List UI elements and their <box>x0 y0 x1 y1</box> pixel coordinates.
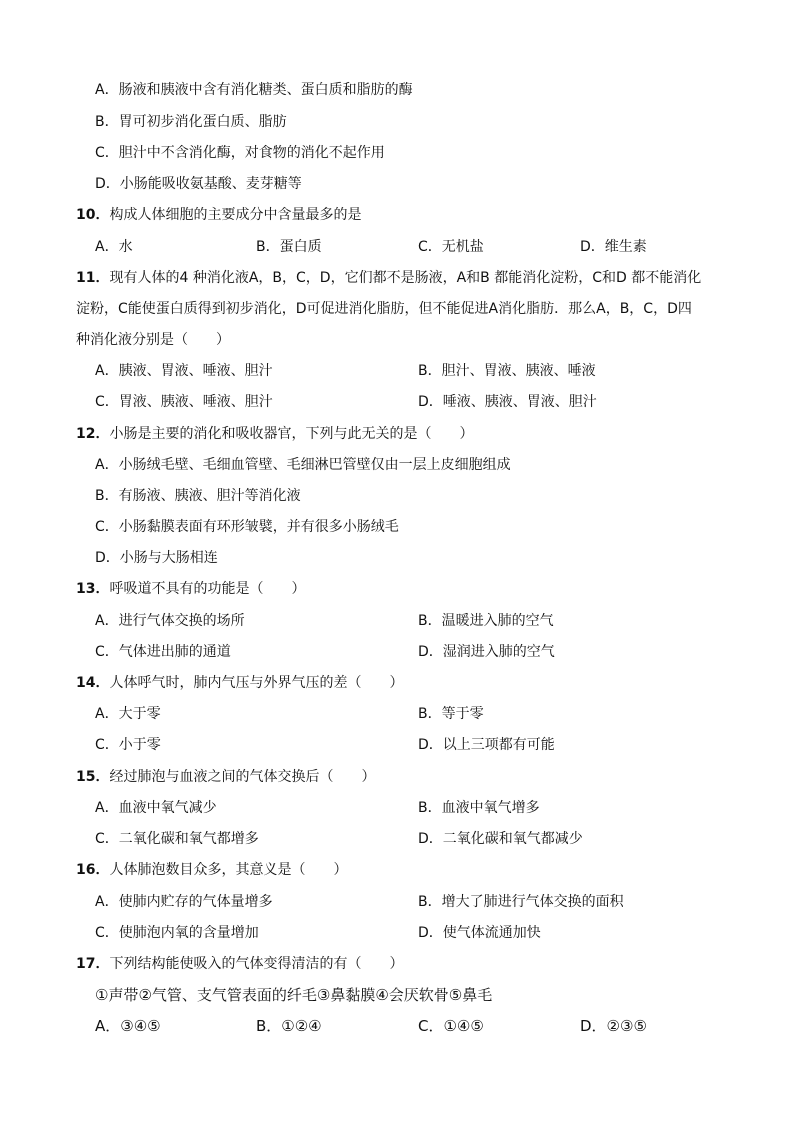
q16-number: 16． <box>76 862 110 878</box>
q10-stem <box>76 205 361 225</box>
q9-option-a: A．肠液和胰液中含有消化糖类、蛋白质和脂肪的酶 <box>95 82 413 98</box>
q15-option-c: C．二氧化碳和氧气都增多 <box>95 831 259 847</box>
q14-stem-text: 人体呼气时，肺内气压与外界气压的差（ ） <box>109 675 404 691</box>
q12-number: 12． <box>76 426 110 442</box>
q15-option-a: A．血液中氧气减少 <box>95 800 217 816</box>
q12-option-a: A．小肠绒毛壁、毛细血管壁、毛细淋巴管壁仅由一层上皮细胞组成 <box>95 457 511 473</box>
q15-option-b: B．血液中氧气增多 <box>418 800 540 816</box>
q16-option-b: B．增大了肺进行气体交换的面积 <box>418 894 624 910</box>
q12-option-c: C．小肠黏膜表面有环形皱襞，并有很多小肠绒毛 <box>95 519 399 535</box>
q16-option-c: C．使肺泡内氧的含量增加 <box>95 925 259 941</box>
q17-stem-text: 下列结构能使吸入的气体变得清洁的有（ ） <box>109 956 404 972</box>
q12-option-d: D．小肠与大肠相连 <box>95 550 218 566</box>
q10-stem-text: 构成人体细胞的主要成分中含量最多的是 <box>109 207 362 223</box>
q11-option-a: A．胰液、胃液、唾液、胆汁 <box>95 363 273 379</box>
q16-option-d: D．使气体流通加快 <box>418 925 541 941</box>
q13-stem-text: 呼吸道不具有的功能是（ ） <box>109 581 306 597</box>
q12-option-b: B．有肠液、胰液、胆汁等消化液 <box>95 488 301 504</box>
q14-number: 14． <box>76 675 110 691</box>
q17-option-b: B．①②④ <box>256 1017 322 1035</box>
q13-option-b: B．温暖进入肺的空气 <box>418 613 554 629</box>
q11-stem-line3: 种消化液分别是（ ） <box>76 332 230 348</box>
q9-option-c: C．胆汁中不含消化酶，对食物的消化不起作用 <box>95 145 385 161</box>
q11-number: 11． <box>76 270 110 286</box>
q17-option-c: C．①④⑤ <box>418 1017 484 1035</box>
q16-stem <box>76 860 347 880</box>
q11-option-d: D．唾液、胰液、胃液、胆汁 <box>418 394 597 410</box>
q11-stem-line2: 淀粉，C能使蛋白质得到初步消化，D可促进消化脂肪，但不能促进A消化脂肪．那么A，B，C，D四 <box>76 301 692 317</box>
q17-option-d: D．②③⑤ <box>580 1017 647 1035</box>
q11-stem-line1 <box>76 268 701 288</box>
q14-stem <box>76 673 403 693</box>
q17-stem <box>76 954 403 974</box>
q16-option-a: A．使肺内贮存的气体量增多 <box>95 894 273 910</box>
q11-stem-text-1: 现有人体的4 种消化液A，B，C，D，它们都不是肠液，A和B 都能消化淀粉，C和D 都不能消化 <box>109 270 702 286</box>
q10-option-c: C．无机盐 <box>418 239 484 255</box>
q17-number: 17． <box>76 956 110 972</box>
q13-stem <box>76 579 305 599</box>
q9-option-d: D．小肠能吸收氨基酸、麦芽糖等 <box>95 176 302 192</box>
q10-option-d: D．维生素 <box>580 239 647 255</box>
q17-items: ①声带②气管、支气管表面的纤毛③鼻黏膜④会厌软骨⑤鼻毛 <box>95 986 493 1004</box>
q14-option-a: A．大于零 <box>95 706 161 722</box>
q17-option-a: A．③④⑤ <box>95 1017 161 1035</box>
q10-option-b: B．蛋白质 <box>256 239 322 255</box>
q16-stem-text: 人体肺泡数目众多，其意义是（ ） <box>109 862 348 878</box>
q13-number: 13． <box>76 581 110 597</box>
q15-stem <box>76 767 375 787</box>
q10-number: 10． <box>76 207 110 223</box>
q14-option-c: C．小于零 <box>95 737 161 753</box>
q14-option-d: D．以上三项都有可能 <box>418 737 555 753</box>
q13-option-c: C．气体进出肺的通道 <box>95 644 231 660</box>
q15-number: 15． <box>76 769 110 785</box>
q11-option-c: C．胃液、胰液、唾液、胆汁 <box>95 394 273 410</box>
q15-option-d: D．二氧化碳和氧气都减少 <box>418 831 583 847</box>
q15-stem-text: 经过肺泡与血液之间的气体交换后（ ） <box>109 769 376 785</box>
q13-option-a: A．进行气体交换的场所 <box>95 613 245 629</box>
q11-option-b: B．胆汁、胃液、胰液、唾液 <box>418 363 596 379</box>
q14-option-b: B．等于零 <box>418 706 484 722</box>
q12-stem-text: 小肠是主要的消化和吸收器官，下列与此无关的是（ ） <box>109 426 474 442</box>
q12-stem <box>76 424 473 444</box>
q13-option-d: D．湿润进入肺的空气 <box>418 644 555 660</box>
q9-option-b: B．胃可初步消化蛋白质、脂肪 <box>95 114 287 130</box>
q10-option-a: A．水 <box>95 239 133 255</box>
